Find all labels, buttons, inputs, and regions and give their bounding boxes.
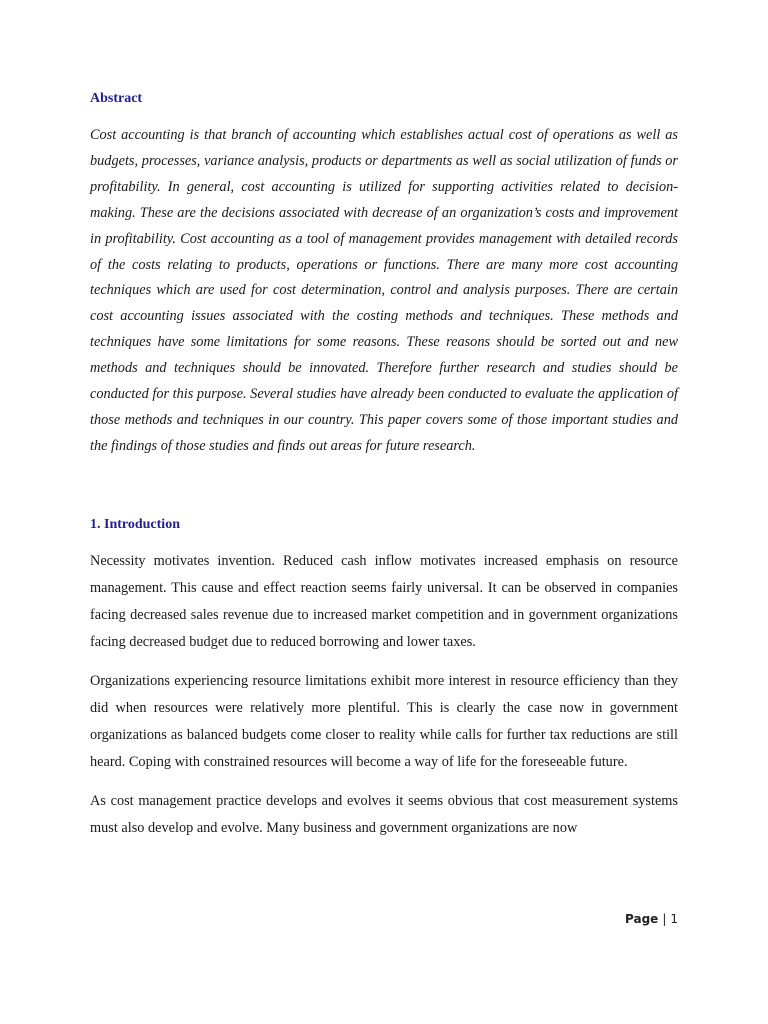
intro-paragraph-2: Organizations experiencing resource limitations exhibit more interest in resource efficiency than they did when resources were relatively more plentiful. This is clearly the case now in government organizations as balanced budgets come closer to reality while calls for further tax reductions are still heard. Coping with constrained resources will become a way of life for the foreseeable future. [90, 672, 678, 770]
intro-paragraph-1: Necessity motivates invention. Reduced cash inflow motivates increased emphasis on resource management. This cause and effect reaction seems fairly universal. It can be observed in companies facing decreased sales revenue due to increased market competition and in government organizations facing decreased budget due to reduced borrowing and lower taxes. [90, 552, 678, 650]
abstract-heading: Abstract [90, 91, 143, 106]
page-number: 1 [670, 912, 678, 926]
intro-paragraph-3: As cost management practice develops and evolves it seems obvious that cost measurement systems must also develop and evolve. Many business and government organizations are now [90, 792, 678, 836]
page-label: Page [625, 912, 659, 926]
introduction-heading: 1. Introduction [90, 516, 180, 532]
page-separator: | [662, 912, 667, 926]
document-page [90, 86, 678, 854]
abstract-body: Cost accounting is that branch of accounting which establishes actual cost of operations as well as budgets, processes, variance analysis, products or departments as well as social utilization of funds or profitability. In general, cost accounting is utilized for supporting activities related to decision-making. These are the decisions associated with decrease of an organization’s costs and improvement in profitability. Cost accounting as a tool of management provides management with detailed records of the costs relating to products, operations or functions. There are many more cost accounting techniques which are used for cost determination, control and analysis purposes. There are certain cost accounting issues associated with the costing methods and techniques. These methods and techniques have some limitations for some reasons. These reasons should be sorted out and new methods and techniques should be innovated. Therefore further research and studies should be conducted for this purpose. Several studies have already been conducted to evaluate the application of those methods and techniques in our country. This paper covers some of those important studies and the findings of those studies and finds out areas for future research. [90, 127, 678, 454]
page-footer [625, 912, 678, 926]
